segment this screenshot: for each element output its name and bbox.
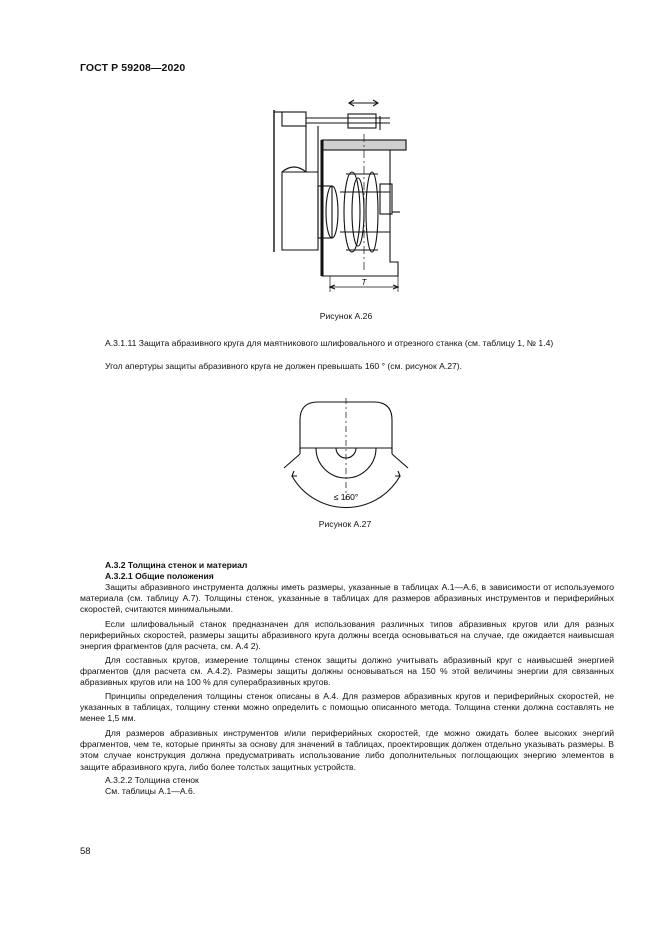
document-header: ГОСТ Р 59208—2020 — [80, 62, 186, 74]
section-a321-p1: Защиты абразивного инструмента должны иметь размеры, указанные в таблицах А.1—А.6, в зависимости от используемого материала (см. таблицу А.7). Толщины стенок, указанные в таблицах для размеров абразивных инструментов и периферийных скоростей, считаются минимальными. — [80, 582, 614, 615]
section-a3111-text2: Угол апертуры защиты абразивного круга не должен превышать 160 ° (см. рисунок А.27). — [105, 361, 463, 371]
section-a322-text: См. таблицы А.1—А.6. — [105, 786, 196, 796]
upper-block — [282, 112, 306, 126]
section-a321-p3: Для составных кругов, измерение толщины стенок защиты должно учитывать абразивный круг с наивысшей энергией фрагментов (для расчета см. А.4.2). Размеры защиты должны основываться на 150 % этой величины энергии для связанных абразивных кругов или на 100 % для суперабразивных кругов. — [80, 655, 614, 688]
dimension-label-t: T — [361, 278, 367, 287]
aperture-ray-right — [392, 454, 408, 468]
aperture-ray-left — [284, 454, 300, 468]
section-a3111-text1: А.3.1.11 Защита абразивного круга для маятникового шлифовального и отрезного станка (см. таблицу 1, № 1.4) — [105, 338, 554, 348]
section-a32-heading: А.3.2 Толщина стенок и материал — [105, 560, 248, 570]
section-a321-p5: Для размеров абразивных инструментов и/или периферийных скоростей, где можно ожидать более высоких энергий фрагментов, чем те, которые приняты за основу для значений в таблицах, проектировщик должен отдельно указывать размеры. В этом случае конструкция должна предусматривать использование либо дополнительных поглощающих энергию элементов в защите абразивного круга, либо более толстых защитных устройств. — [80, 728, 614, 772]
angle-label: ≤ 160° — [333, 492, 359, 502]
figure-a26-caption: Рисунок А.26 — [319, 311, 373, 321]
figure-a26-drawing — [260, 92, 430, 298]
slider-block — [348, 114, 376, 128]
motor-body — [282, 172, 318, 250]
section-a322-heading: А.3.2.2 Толщина стенок — [105, 775, 199, 785]
page-number: 58 — [80, 846, 91, 857]
figure-a27-caption: Рисунок А.27 — [318, 519, 372, 529]
section-a321-p4: Принципы определения толщины стенок описаны в А.4. Для размеров абразивных кругов и периферийных скоростей, не указанных в таблицах, толщину стенки можно определить с помощью описанного метода. Толщина стенки должна составлять не менее 1,5 мм. — [80, 691, 614, 724]
figure-a27-drawing — [280, 396, 410, 512]
section-a321-p2: Если шлифовальный станок предназначен для использования различных типов абразивных кругов или для разных периферийных скоростей, размеры защиты абразивного круга должны всегда основываться на случае, где ожидается наивысшая энергия фрагментов (для расчета, см. А.4 2). — [80, 619, 614, 652]
section-a321-heading: А.3.2.1 Общие положения — [105, 571, 214, 581]
spindle-hub — [318, 186, 332, 238]
